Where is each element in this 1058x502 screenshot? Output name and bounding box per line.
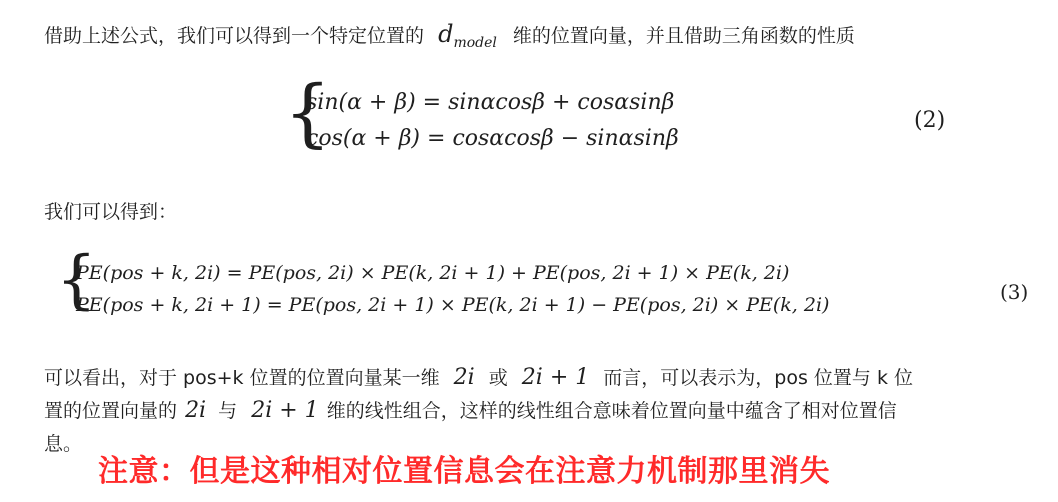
math-2i: 2i bbox=[185, 398, 207, 423]
equation-2-line-1: sin(α + β) = sinαcosβ + cosαsinβ bbox=[306, 90, 675, 115]
equation-3-line-2: PE(pos + k, 2i + 1) = PE(pos, 2i + 1) × PE(k, 2i + 1) − PE(pos, 2i) × PE(k, 2i) bbox=[76, 294, 830, 316]
math-2i-plus-1: 2i + 1 bbox=[251, 398, 319, 423]
explain-line-2: 置的位置向量的 2i 与 2i + 1 维的线性组合，这样的线性组合意味着位置向量中蕴含了相对位置信 bbox=[44, 398, 897, 423]
explain-line-1: 可以看出，对于 pos+k 位置的位置向量某一维 2i 或 2i + 1 而言，可以表示为，pos 位置与 k 位 bbox=[44, 365, 914, 390]
note-warning: 注意：但是这种相对位置信息会在注意力机制那里消失 bbox=[98, 454, 830, 489]
math-2i: 2i bbox=[453, 365, 475, 390]
left-brace: { bbox=[56, 243, 97, 317]
equation-2-line-2: cos(α + β) = cosαcosβ − sinαsinβ bbox=[306, 126, 679, 151]
equation-3-number: (3) bbox=[1000, 280, 1029, 304]
intro-text-after: 维的位置向量，并且借助三角函数的性质 bbox=[512, 25, 855, 47]
equation-2-number: (2) bbox=[914, 108, 946, 133]
explain-line-3: 息。 bbox=[44, 433, 83, 455]
math-2i-plus-1: 2i + 1 bbox=[521, 365, 590, 390]
equation-3-line-1: PE(pos + k, 2i) = PE(pos, 2i) × PE(k, 2i + 1) + PE(pos, 2i + 1) × PE(k, 2i) bbox=[76, 262, 790, 284]
left-brace: { bbox=[284, 70, 332, 156]
equation-2 bbox=[284, 70, 754, 162]
d-model-variable: $d_{model}$ bbox=[438, 20, 497, 51]
equation-3 bbox=[56, 243, 986, 326]
intro-paragraph bbox=[44, 18, 855, 59]
intro-text-before: 借助上述公式，我们可以得到一个特定位置的 bbox=[44, 25, 425, 47]
middle-text: 我们可以得到： bbox=[44, 201, 178, 223]
